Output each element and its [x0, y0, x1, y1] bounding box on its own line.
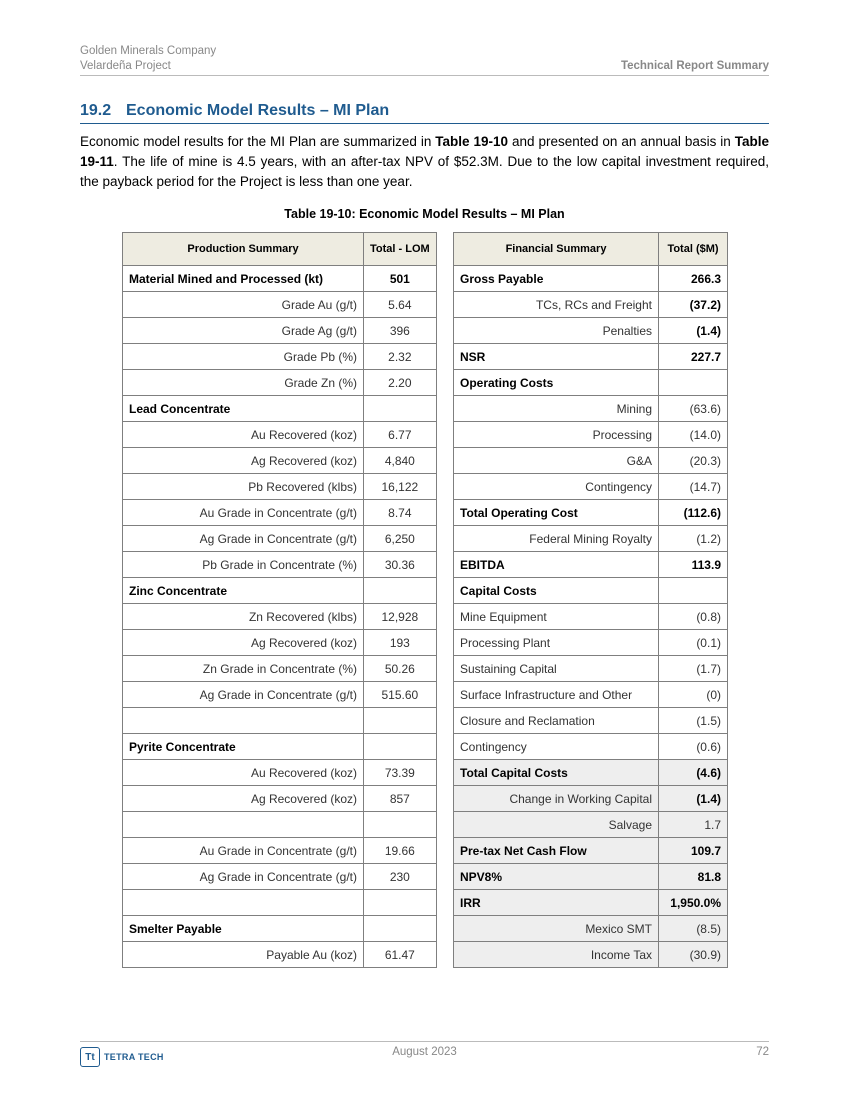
- row-value: 30.36: [364, 552, 437, 578]
- row-label: Zinc Concentrate: [123, 578, 364, 604]
- row-value: (20.3): [659, 448, 728, 474]
- row-value: 4,840: [364, 448, 437, 474]
- row-label: Lead Concentrate: [123, 396, 364, 422]
- intro-paragraph: [80, 132, 769, 192]
- row-label: NSR: [454, 344, 659, 370]
- row-value: 230: [364, 864, 437, 890]
- table-row: [454, 344, 728, 370]
- table-row: [123, 604, 437, 630]
- table-row: [123, 786, 437, 812]
- table-row: [454, 838, 728, 864]
- row-value: 515.60: [364, 682, 437, 708]
- table-row: [454, 604, 728, 630]
- row-label: Capital Costs: [454, 578, 659, 604]
- row-value: [364, 890, 437, 916]
- row-value: 16,122: [364, 474, 437, 500]
- table-ref-1: Table 19-10: [435, 134, 509, 149]
- row-label: Grade Au (g/t): [123, 292, 364, 318]
- row-label: Surface Infrastructure and Other: [454, 682, 659, 708]
- row-value: 8.74: [364, 500, 437, 526]
- table-row: [454, 552, 728, 578]
- row-label: Ag Grade in Concentrate (g/t): [123, 682, 364, 708]
- row-label: Processing: [454, 422, 659, 448]
- table-row: [454, 708, 728, 734]
- row-value: (37.2): [659, 292, 728, 318]
- row-value: 266.3: [659, 266, 728, 292]
- row-value: [364, 578, 437, 604]
- production-summary-table: [122, 232, 437, 968]
- row-value: 19.66: [364, 838, 437, 864]
- row-label: Material Mined and Processed (kt): [123, 266, 364, 292]
- row-label: Au Grade in Concentrate (g/t): [123, 838, 364, 864]
- row-label: Smelter Payable: [123, 916, 364, 942]
- table-row: [454, 396, 728, 422]
- table-row: [123, 292, 437, 318]
- row-label: EBITDA: [454, 552, 659, 578]
- section-divider: [80, 123, 769, 124]
- row-value: [364, 812, 437, 838]
- production-header-label: Production Summary: [123, 233, 364, 266]
- table-row: [454, 526, 728, 552]
- row-value: 5.64: [364, 292, 437, 318]
- row-value: (1.4): [659, 786, 728, 812]
- row-value: (14.7): [659, 474, 728, 500]
- footer-date: August 2023: [392, 1046, 457, 1058]
- table-row: [454, 292, 728, 318]
- table-row: [123, 500, 437, 526]
- row-value: 73.39: [364, 760, 437, 786]
- table-row: [454, 942, 728, 968]
- section-heading: [80, 102, 389, 120]
- row-label: Mining: [454, 396, 659, 422]
- row-value: (0.6): [659, 734, 728, 760]
- row-label: Pyrite Concentrate: [123, 734, 364, 760]
- row-label: Income Tax: [454, 942, 659, 968]
- production-header-total: Total - LOM: [364, 233, 437, 266]
- row-label: Grade Pb (%): [123, 344, 364, 370]
- row-label: Gross Payable: [454, 266, 659, 292]
- row-label: Closure and Reclamation: [454, 708, 659, 734]
- row-label: Mexico SMT: [454, 916, 659, 942]
- table-row: [123, 682, 437, 708]
- table-row: [123, 552, 437, 578]
- table-header-row: [454, 233, 728, 266]
- row-value: (112.6): [659, 500, 728, 526]
- table-row: [454, 682, 728, 708]
- row-label: Pb Recovered (klbs): [123, 474, 364, 500]
- row-value: (4.6): [659, 760, 728, 786]
- logo-text: TETRA TECH: [104, 1052, 164, 1062]
- row-label: [123, 708, 364, 734]
- row-label: Contingency: [454, 734, 659, 760]
- table-row: [123, 422, 437, 448]
- row-value: [364, 396, 437, 422]
- row-value: 2.32: [364, 344, 437, 370]
- table-row: [123, 890, 437, 916]
- row-label: Ag Recovered (koz): [123, 786, 364, 812]
- table-row: [123, 318, 437, 344]
- table-row: [123, 734, 437, 760]
- table-row: [454, 864, 728, 890]
- row-label: Au Recovered (koz): [123, 422, 364, 448]
- row-label: Au Recovered (koz): [123, 760, 364, 786]
- row-value: 109.7: [659, 838, 728, 864]
- row-label: Ag Grade in Concentrate (g/t): [123, 526, 364, 552]
- header-left: [80, 44, 216, 73]
- intro-text-2: and presented on an annual basis in: [508, 134, 735, 149]
- table-row: [123, 526, 437, 552]
- tetra-tech-logo-icon: Tt: [80, 1047, 100, 1067]
- row-value: 61.47: [364, 942, 437, 968]
- row-label: Mine Equipment: [454, 604, 659, 630]
- table-row: [123, 266, 437, 292]
- table-row: [123, 864, 437, 890]
- table-row: [454, 422, 728, 448]
- row-value: 857: [364, 786, 437, 812]
- financial-header-total: Total ($M): [659, 233, 728, 266]
- table-row: [454, 630, 728, 656]
- table-row: [454, 500, 728, 526]
- report-title: Technical Report Summary: [620, 60, 769, 72]
- row-label: Contingency: [454, 474, 659, 500]
- page-number: 72: [756, 1046, 769, 1058]
- row-label: G&A: [454, 448, 659, 474]
- table-row: [454, 448, 728, 474]
- table-row: [123, 942, 437, 968]
- row-label: Grade Ag (g/t): [123, 318, 364, 344]
- row-label: Sustaining Capital: [454, 656, 659, 682]
- row-value: 501: [364, 266, 437, 292]
- row-label: Zn Recovered (klbs): [123, 604, 364, 630]
- table-row: [123, 370, 437, 396]
- row-label: Pre-tax Net Cash Flow: [454, 838, 659, 864]
- row-value: 50.26: [364, 656, 437, 682]
- table-row: [454, 578, 728, 604]
- table-row: [123, 916, 437, 942]
- row-value: 193: [364, 630, 437, 656]
- financial-summary-table: [453, 232, 728, 968]
- row-label: Ag Recovered (koz): [123, 448, 364, 474]
- table-row: [454, 266, 728, 292]
- table-row: [454, 656, 728, 682]
- row-value: 1.7: [659, 812, 728, 838]
- row-label: Grade Zn (%): [123, 370, 364, 396]
- table-row: [454, 890, 728, 916]
- row-value: (8.5): [659, 916, 728, 942]
- table-row: [123, 838, 437, 864]
- row-label: Penalties: [454, 318, 659, 344]
- table-row: [454, 812, 728, 838]
- row-value: 12,928: [364, 604, 437, 630]
- row-value: 227.7: [659, 344, 728, 370]
- financial-header-label: Financial Summary: [454, 233, 659, 266]
- table-row: [454, 760, 728, 786]
- intro-text-1: Economic model results for the MI Plan are summarized in: [80, 134, 436, 149]
- row-value: (0): [659, 682, 728, 708]
- row-label: Au Grade in Concentrate (g/t): [123, 500, 364, 526]
- row-label: Pb Grade in Concentrate (%): [123, 552, 364, 578]
- table-row: [454, 734, 728, 760]
- table-row: [123, 448, 437, 474]
- table-caption: Table 19-10: Economic Model Results – MI Plan: [284, 207, 565, 221]
- intro-text-3: . The life of mine is 4.5 years, with an after-tax NPV of $52.3M. Due to the low capital investment required, the payback period for the Project is less than one year.: [80, 154, 769, 189]
- table-row: [123, 812, 437, 838]
- row-value: [364, 708, 437, 734]
- row-value: [659, 370, 728, 396]
- table-row: [123, 656, 437, 682]
- row-value: [364, 916, 437, 942]
- table-row: [454, 318, 728, 344]
- row-label: Processing Plant: [454, 630, 659, 656]
- row-value: (1.2): [659, 526, 728, 552]
- row-label: Zn Grade in Concentrate (%): [123, 656, 364, 682]
- header-divider: [80, 75, 769, 76]
- row-value: 1,950.0%: [659, 890, 728, 916]
- row-value: [364, 734, 437, 760]
- row-label: [123, 812, 364, 838]
- table-row: [454, 474, 728, 500]
- table-row: [123, 474, 437, 500]
- table-ref-2: Table 19-11: [80, 134, 769, 169]
- row-label: Federal Mining Royalty: [454, 526, 659, 552]
- row-value: (1.5): [659, 708, 728, 734]
- row-label: Ag Grade in Concentrate (g/t): [123, 864, 364, 890]
- row-label: Salvage: [454, 812, 659, 838]
- row-value: 2.20: [364, 370, 437, 396]
- row-label: TCs, RCs and Freight: [454, 292, 659, 318]
- row-value: [659, 578, 728, 604]
- row-label: Change in Working Capital: [454, 786, 659, 812]
- table-row: [454, 786, 728, 812]
- row-value: 6,250: [364, 526, 437, 552]
- table-row: [123, 578, 437, 604]
- table-row: [454, 370, 728, 396]
- section-number: 19.2: [80, 102, 112, 119]
- row-value: 396: [364, 318, 437, 344]
- row-value: 113.9: [659, 552, 728, 578]
- row-label: Payable Au (koz): [123, 942, 364, 968]
- row-value: 6.77: [364, 422, 437, 448]
- section-title: Economic Model Results – MI Plan: [126, 102, 390, 119]
- row-label: Ag Recovered (koz): [123, 630, 364, 656]
- row-value: (1.7): [659, 656, 728, 682]
- row-value: 81.8: [659, 864, 728, 890]
- table-row: [123, 708, 437, 734]
- row-value: (63.6): [659, 396, 728, 422]
- table-row: [123, 630, 437, 656]
- row-label: [123, 890, 364, 916]
- row-value: (14.0): [659, 422, 728, 448]
- row-label: IRR: [454, 890, 659, 916]
- footer-divider: [80, 1041, 769, 1042]
- project-name: Velardeña Project: [80, 59, 171, 72]
- table-row: [123, 344, 437, 370]
- row-label: Total Operating Cost: [454, 500, 659, 526]
- table-row: [123, 760, 437, 786]
- row-label: Total Capital Costs: [454, 760, 659, 786]
- company-name: Golden Minerals Company: [80, 45, 217, 57]
- row-label: NPV8%: [454, 864, 659, 890]
- row-value: (30.9): [659, 942, 728, 968]
- row-value: (0.8): [659, 604, 728, 630]
- row-value: (0.1): [659, 630, 728, 656]
- table-row: [454, 916, 728, 942]
- row-value: (1.4): [659, 318, 728, 344]
- row-label: Operating Costs: [454, 370, 659, 396]
- table-header-row: [123, 233, 437, 266]
- table-row: [123, 396, 437, 422]
